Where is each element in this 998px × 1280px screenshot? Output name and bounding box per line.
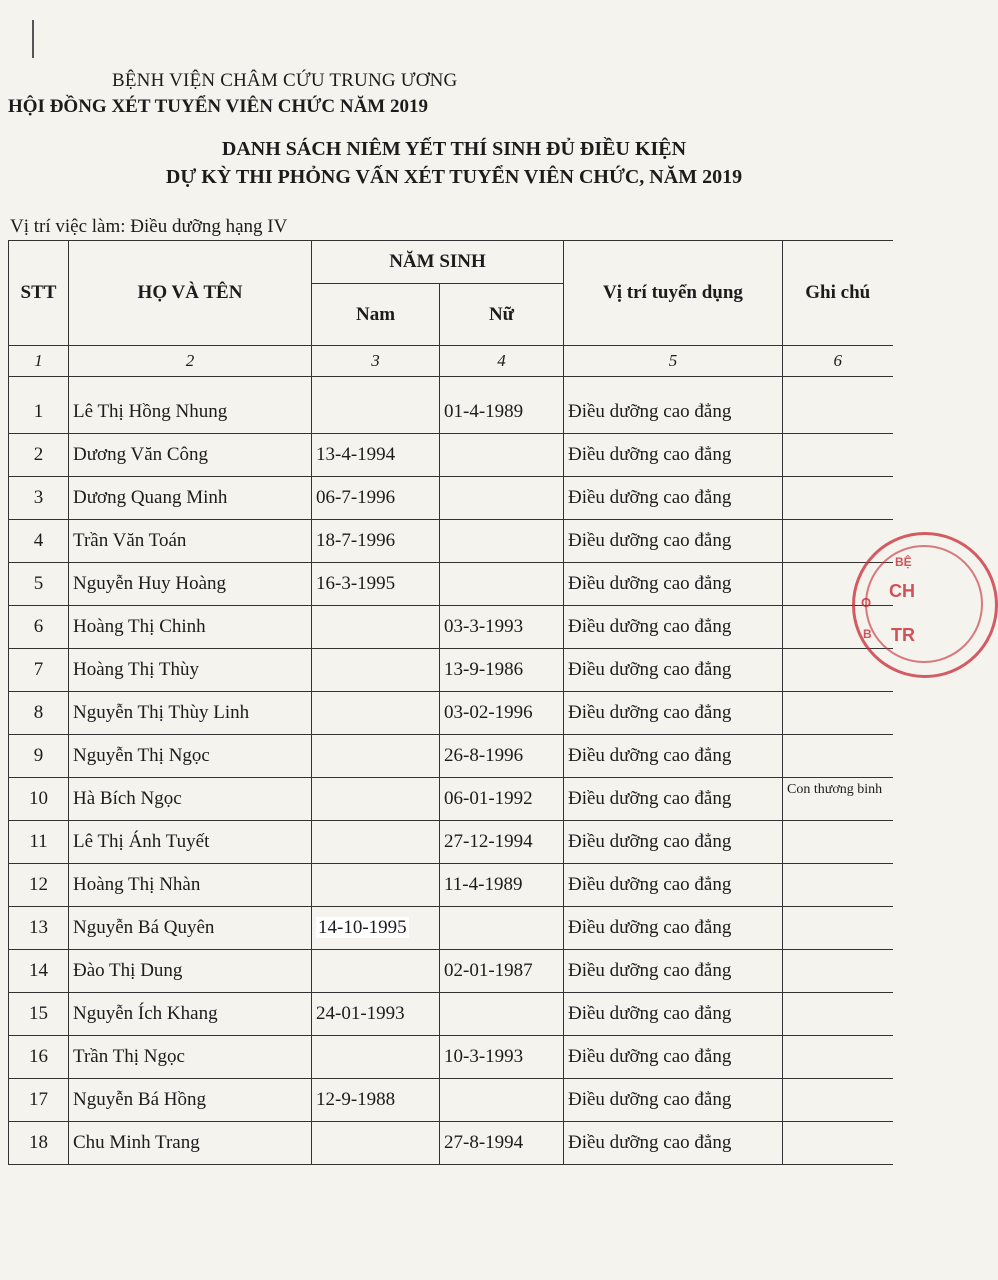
cell-stt: 14 bbox=[9, 950, 69, 993]
table-row bbox=[9, 907, 893, 950]
cell-stt: 3 bbox=[9, 477, 69, 520]
official-seal: BỆ CH TR O B bbox=[852, 532, 998, 678]
cell-name: Nguyễn Bá Hồng bbox=[69, 1079, 312, 1122]
cell-birth-male bbox=[312, 606, 440, 649]
column-index: 3 bbox=[312, 346, 440, 377]
cell-stt: 17 bbox=[9, 1079, 69, 1122]
cell-birth-female: 06-01-1992 bbox=[440, 778, 564, 821]
cell-birth-male: 13-4-1994 bbox=[312, 434, 440, 477]
cell-birth-male: 06-7-1996 bbox=[312, 477, 440, 520]
cell-birth-male bbox=[312, 692, 440, 735]
cell-name: Hoàng Thị Chinh bbox=[69, 606, 312, 649]
cell-name: Nguyễn Bá Quyên bbox=[69, 907, 312, 950]
cell-name: Hoàng Thị Nhàn bbox=[69, 864, 312, 907]
cell-stt: 7 bbox=[9, 649, 69, 692]
job-position-line: Vị trí việc làm: Điều dưỡng hạng IV bbox=[10, 216, 288, 237]
cell-stt: 15 bbox=[9, 993, 69, 1036]
header-note: Ghi chú bbox=[783, 241, 893, 346]
cell-birth-male bbox=[312, 821, 440, 864]
cell-note bbox=[783, 864, 893, 907]
cell-name: Nguyễn Ích Khang bbox=[69, 993, 312, 1036]
cell-position: Điều dưỡng cao đẳng bbox=[564, 391, 783, 434]
cell-birth-female: 13-9-1986 bbox=[440, 649, 564, 692]
header-female: Nữ bbox=[440, 284, 564, 346]
header-name: HỌ VÀ TÊN bbox=[69, 241, 312, 346]
cell-position: Điều dưỡng cao đẳng bbox=[564, 563, 783, 606]
table-row bbox=[9, 692, 893, 735]
cell-position: Điều dưỡng cao đẳng bbox=[564, 477, 783, 520]
cell-stt: 12 bbox=[9, 864, 69, 907]
cell-birth-female: 27-12-1994 bbox=[440, 821, 564, 864]
cell-stt: 9 bbox=[9, 735, 69, 778]
cell-name: Lê Thị Ánh Tuyết bbox=[69, 821, 312, 864]
cell-position: Điều dưỡng cao đẳng bbox=[564, 778, 783, 821]
cell-birth-female: 03-02-1996 bbox=[440, 692, 564, 735]
cell-position: Điều dưỡng cao đẳng bbox=[564, 606, 783, 649]
cell-stt: 11 bbox=[9, 821, 69, 864]
cell-stt: 18 bbox=[9, 1122, 69, 1165]
cell-stt: 1 bbox=[9, 391, 69, 434]
cell-birth-male: 18-7-1996 bbox=[312, 520, 440, 563]
cell-birth-female bbox=[440, 1079, 564, 1122]
cell-birth-female bbox=[440, 907, 564, 950]
cell-position: Điều dưỡng cao đẳng bbox=[564, 1036, 783, 1079]
cell-birth-female bbox=[440, 520, 564, 563]
table-row bbox=[9, 606, 893, 649]
cell-birth-female: 26-8-1996 bbox=[440, 735, 564, 778]
cell-position: Điều dưỡng cao đẳng bbox=[564, 864, 783, 907]
cell-position: Điều dưỡng cao đẳng bbox=[564, 1122, 783, 1165]
cell-birth-male bbox=[312, 1122, 440, 1165]
cell-birth-male bbox=[312, 778, 440, 821]
table-row bbox=[9, 950, 893, 993]
cell-stt: 16 bbox=[9, 1036, 69, 1079]
cell-stt: 5 bbox=[9, 563, 69, 606]
cell-name: Trần Thị Ngọc bbox=[69, 1036, 312, 1079]
document-title-line2: DỰ KỲ THI PHỎNG VẤN XÉT TUYỂN VIÊN CHỨC, NĂM 2019 bbox=[165, 166, 743, 188]
cell-note bbox=[783, 950, 893, 993]
cell-position: Điều dưỡng cao đẳng bbox=[564, 692, 783, 735]
cell-stt: 10 bbox=[9, 778, 69, 821]
table-row bbox=[9, 649, 893, 692]
cell-birth-female: 10-3-1993 bbox=[440, 1036, 564, 1079]
cell-stt: 2 bbox=[9, 434, 69, 477]
cell-birth-male: 24-01-1993 bbox=[312, 993, 440, 1036]
cell-position: Điều dưỡng cao đẳng bbox=[564, 1079, 783, 1122]
cell-stt: 4 bbox=[9, 520, 69, 563]
cell-note bbox=[783, 1079, 893, 1122]
table-row bbox=[9, 1122, 893, 1165]
cell-birth-male: 14-10-1995 bbox=[312, 907, 440, 950]
document-title-line1: DANH SÁCH NIÊM YẾT THÍ SINH ĐỦ ĐIỀU KIỆN bbox=[221, 138, 687, 160]
cell-position: Điều dưỡng cao đẳng bbox=[564, 907, 783, 950]
cell-name: Hoàng Thị Thùy bbox=[69, 649, 312, 692]
cell-birth-male bbox=[312, 1036, 440, 1079]
table-row bbox=[9, 1079, 893, 1122]
cell-birth-male: 16-3-1995 bbox=[312, 563, 440, 606]
column-index: 5 bbox=[564, 346, 783, 377]
cell-position: Điều dưỡng cao đẳng bbox=[564, 649, 783, 692]
cell-birth-female: 03-3-1993 bbox=[440, 606, 564, 649]
cell-birth-male: 12-9-1988 bbox=[312, 1079, 440, 1122]
cell-birth-female: 02-01-1987 bbox=[440, 950, 564, 993]
cell-name: Đào Thị Dung bbox=[69, 950, 312, 993]
cell-birth-male bbox=[312, 950, 440, 993]
cell-position: Điều dưỡng cao đẳng bbox=[564, 993, 783, 1036]
table-row bbox=[9, 778, 893, 821]
cell-position: Điều dưỡng cao đẳng bbox=[564, 950, 783, 993]
cell-birth-female bbox=[440, 434, 564, 477]
cell-note bbox=[783, 1036, 893, 1079]
cell-name: Dương Quang Minh bbox=[69, 477, 312, 520]
council-name: HỘI ĐỒNG XÉT TUYỂN VIÊN CHỨC NĂM 2019 bbox=[8, 96, 428, 117]
header-stt: STT bbox=[9, 241, 69, 346]
cell-name: Hà Bích Ngọc bbox=[69, 778, 312, 821]
cell-note bbox=[783, 735, 893, 778]
cell-birth-male bbox=[312, 649, 440, 692]
cell-birth-male bbox=[312, 864, 440, 907]
header-birth-year: NĂM SINH bbox=[312, 241, 564, 284]
cell-note bbox=[783, 434, 893, 477]
cell-name: Lê Thị Hồng Nhung bbox=[69, 391, 312, 434]
cell-stt: 13 bbox=[9, 907, 69, 950]
cell-name: Nguyễn Thị Ngọc bbox=[69, 735, 312, 778]
cell-birth-female: 01-4-1989 bbox=[440, 391, 564, 434]
table-row bbox=[9, 821, 893, 864]
cell-position: Điều dưỡng cao đẳng bbox=[564, 821, 783, 864]
margin-mark bbox=[32, 20, 34, 58]
column-index: 6 bbox=[783, 346, 893, 377]
table-row bbox=[9, 434, 893, 477]
cell-note bbox=[783, 391, 893, 434]
table-row bbox=[9, 1036, 893, 1079]
header-male: Nam bbox=[312, 284, 440, 346]
cell-birth-female bbox=[440, 477, 564, 520]
cell-birth-male bbox=[312, 391, 440, 434]
table-row bbox=[9, 477, 893, 520]
cell-birth-female bbox=[440, 563, 564, 606]
organization-name: BỆNH VIỆN CHÂM CỨU TRUNG ƯƠNG bbox=[112, 70, 458, 91]
cell-birth-female: 11-4-1989 bbox=[440, 864, 564, 907]
cell-birth-female: 27-8-1994 bbox=[440, 1122, 564, 1165]
cell-position: Điều dưỡng cao đẳng bbox=[564, 735, 783, 778]
cell-name: Trần Văn Toán bbox=[69, 520, 312, 563]
column-index: 1 bbox=[9, 346, 69, 377]
cell-name: Chu Minh Trang bbox=[69, 1122, 312, 1165]
table-row bbox=[9, 520, 893, 563]
table-body bbox=[9, 391, 893, 1165]
cell-birth-female bbox=[440, 993, 564, 1036]
column-index: 4 bbox=[440, 346, 564, 377]
column-index: 2 bbox=[69, 346, 312, 377]
cell-note bbox=[783, 993, 893, 1036]
cell-birth-male bbox=[312, 735, 440, 778]
cell-name: Nguyễn Thị Thùy Linh bbox=[69, 692, 312, 735]
cell-stt: 8 bbox=[9, 692, 69, 735]
table-row bbox=[9, 735, 893, 778]
candidate-table bbox=[8, 240, 893, 1165]
table-row bbox=[9, 563, 893, 606]
header-position: Vị trí tuyển dụng bbox=[564, 241, 783, 346]
cell-note bbox=[783, 692, 893, 735]
cell-note bbox=[783, 1122, 893, 1165]
cell-name: Nguyễn Huy Hoàng bbox=[69, 563, 312, 606]
table-row bbox=[9, 993, 893, 1036]
cell-stt: 6 bbox=[9, 606, 69, 649]
cell-note bbox=[783, 477, 893, 520]
cell-note: Con thương binh bbox=[783, 778, 893, 821]
table-row bbox=[9, 391, 893, 434]
cell-position: Điều dưỡng cao đẳng bbox=[564, 434, 783, 477]
cell-position: Điều dưỡng cao đẳng bbox=[564, 520, 783, 563]
table-row bbox=[9, 864, 893, 907]
cell-name: Dương Văn Công bbox=[69, 434, 312, 477]
cell-note bbox=[783, 821, 893, 864]
cell-note bbox=[783, 907, 893, 950]
